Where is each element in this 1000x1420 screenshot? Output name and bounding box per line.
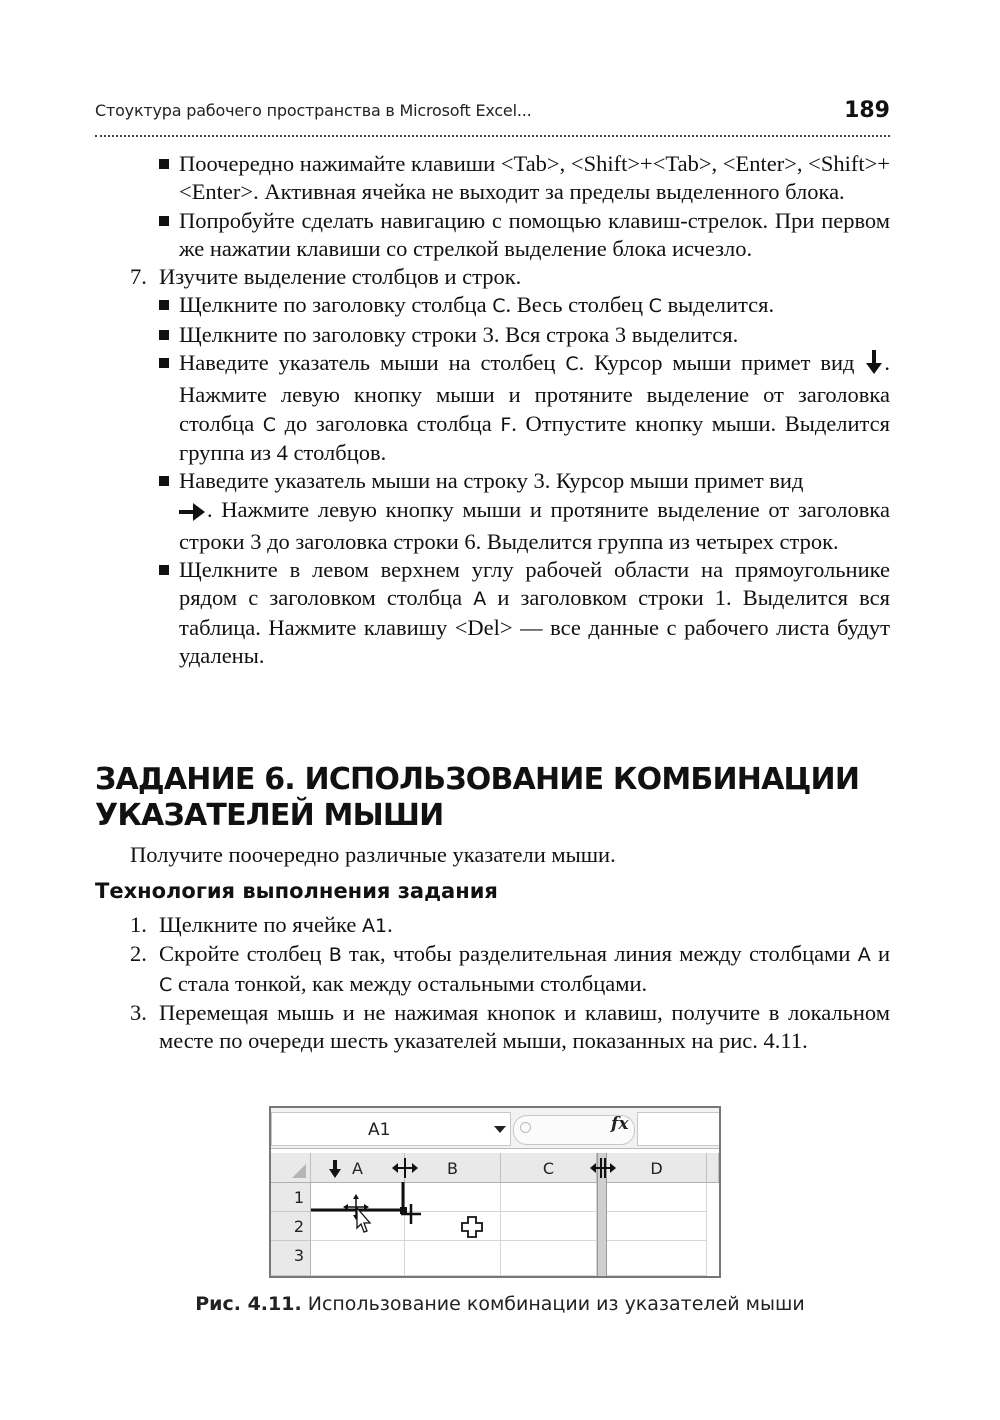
circle-icon (520, 1122, 531, 1133)
select-all-corner[interactable] (271, 1153, 311, 1183)
name-box[interactable] (271, 1112, 511, 1146)
column-resize-pointer-icon (392, 1157, 418, 1179)
step-item: 1. Щелкните по ячейке A1. (130, 912, 393, 937)
page-number: 189 (844, 98, 890, 123)
fill-handle-pointer-icon (401, 1204, 421, 1224)
move-pointer-icon (343, 1194, 377, 1234)
bullet-item: Попробуйте сделать навигацию с помощью клавиш-стрелок. При первом же нажатии клавиши со стрелкой выделение блока исчезло. (155, 207, 890, 264)
fx-icon[interactable]: fx (611, 1114, 629, 1134)
formula-bar (271, 1108, 719, 1149)
arrow-down-icon (866, 350, 882, 381)
steps-list (95, 911, 890, 1055)
row-header-1[interactable]: 1 (271, 1183, 311, 1212)
cell-b3[interactable] (405, 1241, 501, 1276)
running-head (95, 99, 890, 137)
column-header-a[interactable]: A (311, 1153, 405, 1183)
cell-c3[interactable] (501, 1241, 597, 1276)
caption-label: Рис. 4.11. (195, 1293, 302, 1315)
bullet-item: Поочередно нажимайте клавиши <Tab>, <Shift>+<Tab>, <Enter>, <Shift>+<Enter>. Активная ячейка не выходит за пределы выделенного блока. (155, 150, 890, 207)
formula-input[interactable] (637, 1112, 721, 1146)
item-text: Изучите выделение столбцов и строк. (159, 264, 522, 290)
chevron-down-icon[interactable] (494, 1126, 506, 1133)
cell-d2[interactable] (607, 1212, 707, 1241)
bullet-item: Щелкните по заголовку строки 3. Вся строка 3 выделится. (155, 321, 890, 349)
bullet-item: Наведите указатель мыши на строку 3. Курсор мыши примет вид . Нажмите левую кнопку мыши и протяните выделение от заголовка строки 3 до заголовка строки 6. Выделится группа из четырех строк. (155, 467, 890, 556)
body-text (95, 150, 890, 670)
excel-figure (269, 1106, 721, 1278)
running-title: Стоуктура рабочего пространства в Microsoft Excel... (95, 101, 532, 120)
caption-text: Использование комбинации из указателей мыши (301, 1293, 805, 1315)
cell-c2[interactable] (501, 1212, 597, 1241)
row-header-2[interactable]: 2 (271, 1212, 311, 1241)
cell-a3[interactable] (311, 1241, 405, 1276)
column-header-b[interactable]: B (405, 1153, 501, 1183)
column-select-pointer-icon (329, 1160, 341, 1178)
cell-d1[interactable] (607, 1183, 707, 1212)
step-item: 3. Перемещая мышь и не нажимая кнопок и клавиш, получите в локальном месте по очереди шесть указателей мыши, показанных на рис. 4.11. (130, 999, 890, 1054)
column-header-d[interactable]: D (607, 1153, 707, 1183)
cell-select-pointer-icon (461, 1216, 483, 1238)
cell-c1[interactable] (501, 1183, 597, 1212)
item-number: 7. (130, 264, 147, 290)
bullet-item: Щелкните по заголовку столбца C. Весь столбец C выделится. (155, 291, 890, 320)
bullet-item: Наведите указатель мыши на столбец C. Курсор мыши примет вид . Нажмите левую кнопку мыши и протяните выделение от заголовка столбца C до заголовка столбца F. Отпустите кнопку мыши. Выделится группа из 4 столбцов. (155, 349, 890, 467)
column-header-c[interactable]: C (501, 1153, 597, 1183)
subheading: Технология выполнения задания (95, 879, 498, 903)
corner-triangle-icon (292, 1164, 306, 1178)
arrow-right-icon (179, 500, 205, 528)
step-item: 2. Скройте столбец B так, чтобы разделительная линия между столбцами A и C стала тонкой, как между остальными столбцами. (130, 941, 890, 996)
figure-caption (0, 1293, 1000, 1315)
split-column-pointer-icon (590, 1157, 616, 1179)
column-header-e (707, 1153, 719, 1183)
row-header-3[interactable]: 3 (271, 1241, 311, 1276)
name-box-value: A1 (368, 1120, 391, 1140)
bullet-item: Щелкните в левом верхнем углу рабочей области на прямоугольнике рядом с заголовком столбца A и заголовком строки 1. Выделится вся таблица. Нажмите клавишу <Del> — все данные с рабочего листа будут удалены. (155, 556, 890, 670)
section-intro: Получите поочередно различные указатели мыши. (130, 842, 616, 867)
cell-d3[interactable] (607, 1241, 707, 1276)
numbered-item-7 (95, 263, 890, 291)
section-title: ЗАДАНИЕ 6. ИСПОЛЬЗОВАНИЕ КОМБИНАЦИИ УКАЗАТЕЛЕЙ МЫШИ (95, 762, 860, 833)
